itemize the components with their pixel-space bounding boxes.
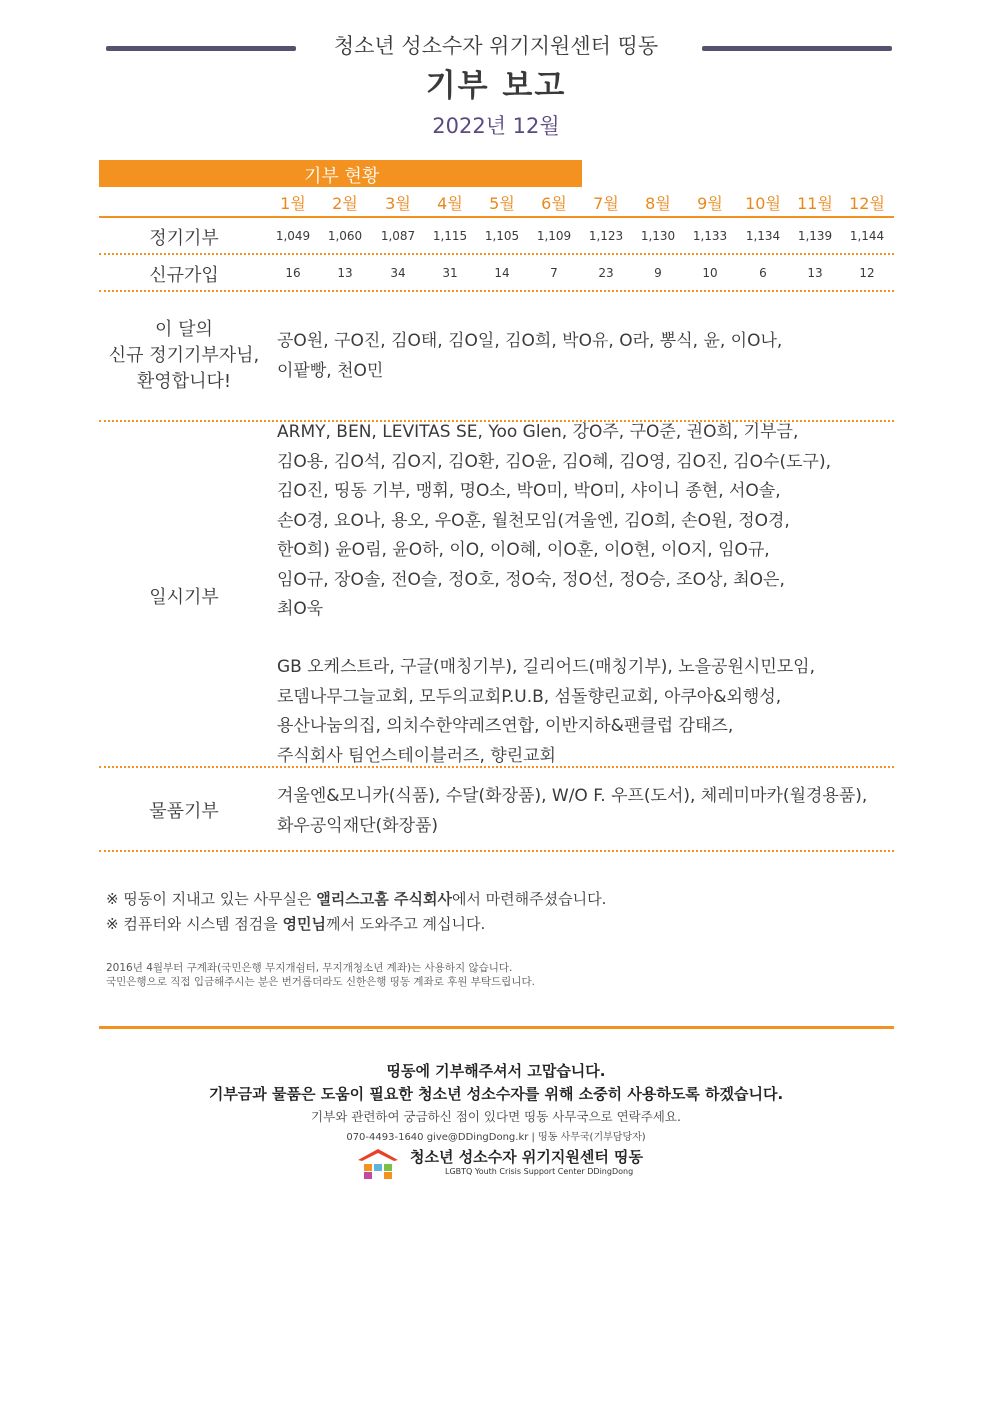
table-top-rule [99,216,894,218]
new-value: 31 [442,266,458,280]
regular-value: 1,134 [745,229,781,243]
month-header-row [0,191,992,215]
month-label: 4월 [437,194,463,213]
new-value: 10 [702,266,718,280]
row-divider [99,253,894,255]
regular-value: 1,087 [380,229,416,243]
regular-value: 1,115 [432,229,468,243]
footer-rule [99,1026,894,1029]
report-date: 2022년 12월 [432,114,560,138]
month-label: 1월 [280,194,306,213]
onetime-donation-label: 일시기부 [149,587,219,608]
account-notice-line: 2016년 4월부터 구계좌(국민은행 무지개쉼터, 무지개청소년 계좌)는 사용하지 않습니다. [106,962,513,974]
new-value: 16 [285,266,301,280]
new-signup-label: 신규가입 [149,265,219,286]
footer-logo [355,1146,645,1182]
new-value: 7 [550,266,558,280]
month-label: 6월 [541,194,567,213]
org-donor-line: 로뎀나무그늘교회, 모두의교회P.U.B, 섬돌향린교회, 아쿠아&외행성, [277,686,782,707]
new-value: 13 [807,266,823,280]
section-title: 기부 현황 [304,166,380,187]
welcome-label-line: 신규 정기기부자님, [108,345,260,366]
goods-donor-list [277,782,897,841]
donor-line: 최O욱 [277,599,324,619]
month-label: 5월 [489,194,515,213]
thanks-line-1: 띵동에 기부해주셔서 고맙습니다. [386,1062,606,1080]
logo-name: 청소년 성소수자 위기지원센터 띵동 [410,1148,644,1166]
note-text: ※ 컴퓨터와 시스템 점검을 [106,915,283,933]
account-notice-line: 국민은행으로 직접 입금해주시는 분은 번거롭더라도 신한은행 띵동 계좌로 후원 부탁드립니다. [106,976,535,988]
note-highlight: 영민님 [282,915,327,933]
note-highlight: 앨리스고홈 주식회사 [316,890,452,908]
donor-line: 김O진, 띵동 기부, 맹휘, 명O소, 박O미, 박O미, 샤이니 종현, 서O솔, [277,481,781,501]
office-note [106,888,606,909]
regular-value: 1,109 [536,229,572,243]
welcome-label-line: 환영합니다! [136,371,232,392]
onetime-donor-list [277,418,897,625]
regular-value: 1,133 [692,229,728,243]
new-value: 13 [337,266,353,280]
donor-line: 한O희) 윤O림, 윤O하, 이O, 이O혜, 이O훈, 이O현, 이O지, 임O규, [277,540,770,560]
donor-line: 임O규, 장O솔, 전O슬, 정O호, 정O숙, 정O선, 정O승, 조O상, 최O은, [277,569,785,590]
new-value: 12 [859,266,875,280]
contact-note: 기부와 관련하여 궁금하신 점이 있다면 띵동 사무국으로 연락주세요. [311,1109,681,1124]
thanks-line-2: 기부금과 물품은 도움이 필요한 청소년 성소수자를 위해 소중히 사용하도록 하겠습니다. [208,1085,784,1103]
donor-line: 이팥빵, 천O민 [277,360,384,381]
donor-line: 김O용, 김O석, 김O지, 김O환, 김O윤, 김O혜, 김O영, 김O진, 김O수(도구), [277,451,831,472]
month-label: 11월 [797,194,833,213]
month-label: 3월 [385,194,411,213]
onetime-org-list [277,653,897,771]
welcome-label [99,317,269,395]
ddingdong-house-logo-icon [355,1146,401,1180]
org-name: 청소년 성소수자 위기지원센터 띵동 [333,34,659,58]
account-notice [106,961,535,989]
new-value: 14 [494,266,510,280]
regular-donation-label: 정기기부 [149,228,219,249]
computer-note [106,913,485,934]
month-label: 9월 [697,194,723,213]
welcome-label-line: 이 달의 [155,319,213,340]
regular-value: 1,123 [588,229,624,243]
org-donor-line: 용산나눔의집, 의치수한약레즈연합, 이반지하&팬클럽 감태즈, [277,716,734,736]
month-label: 8월 [645,194,671,213]
org-donor-line: 주식회사 팀언스테이블러즈, 향린교회 [277,745,556,766]
regular-value: 1,060 [327,229,363,243]
row-divider [99,850,894,852]
regular-value: 1,049 [275,229,311,243]
regular-value: 1,105 [484,229,520,243]
regular-value: 1,144 [849,229,885,243]
month-label: 2월 [332,194,358,213]
month-label: 7월 [593,194,619,213]
regular-value: 1,139 [797,229,833,243]
regular-value: 1,130 [640,229,676,243]
logo-subtitle: LGBTQ Youth Crisis Support Center DDingDong [445,1167,634,1176]
new-value: 34 [390,266,406,280]
row-divider [99,290,894,292]
contact-info: 070-4493-1640 give@DDingDong.kr | 띵동 사무국(기부담당자) [346,1132,646,1143]
note-text: 에서 마련해주셨습니다. [451,890,607,908]
welcome-donor-list [277,327,897,386]
section-bar [99,160,582,187]
donor-line: 손O경, 요O나, 용오, 우O훈, 월천모임(겨울엔, 김O희, 손O원, 정O경, [277,510,790,531]
new-value: 23 [598,266,614,280]
new-value: 9 [654,266,662,280]
new-value: 6 [759,266,767,280]
note-text: 께서 도와주고 계십니다. [326,915,486,933]
goods-line: 겨울엔&모니카(식품), 수달(화장품), W/O F. 우프(도서), 체레미마카(월경용품), [277,786,868,806]
goods-donation-label: 물품기부 [149,801,219,822]
donor-line: ARMY, BEN, LEVITAS SE, Yoo Glen, 강O주, 구O준, 권O희, 기부금, [277,422,799,442]
donor-line: 공O원, 구O진, 김O태, 김O일, 김O희, 박O유, O라, 뽕식, 윤, 이O나, [277,331,783,351]
goods-line: 화우공익재단(화장품) [277,815,439,836]
month-label: 12월 [849,194,885,213]
month-label: 10월 [745,194,781,213]
org-donor-line: GB 오케스트라, 구글(매칭기부), 길리어드(매칭기부), 노을공원시민모임, [277,657,815,677]
page-title: 기부 보고 [425,68,567,104]
note-text: ※ 띵동이 지내고 있는 사무실은 [106,890,317,908]
row-divider [99,766,894,768]
